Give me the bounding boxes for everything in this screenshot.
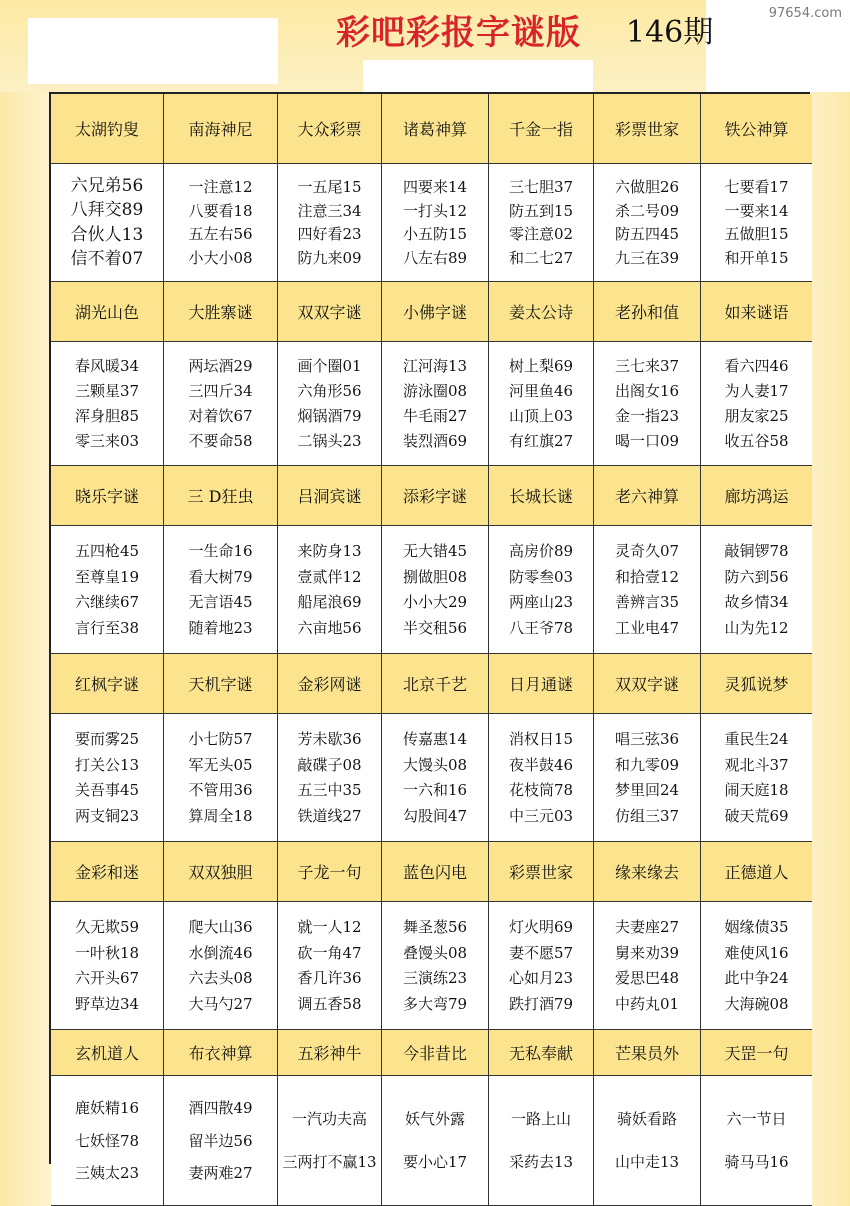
- riddle-line: 和九零09: [614, 755, 680, 774]
- site-watermark: 97654.com: [768, 6, 842, 21]
- riddle-line: 朋友家25: [724, 407, 789, 425]
- riddle-cell: [489, 1076, 594, 1206]
- riddle-cell: [594, 902, 701, 1030]
- riddle-line: 七要看17: [724, 177, 789, 196]
- riddle-line: 无言语45: [188, 593, 253, 612]
- riddle-line: 八拜交89: [70, 200, 144, 221]
- riddle-line: 多大弯79: [402, 995, 468, 1014]
- riddle-line: 捌做胆08: [402, 567, 468, 586]
- riddle-cell: [51, 714, 164, 842]
- riddle-line: 勾股间47: [402, 807, 468, 826]
- column-name: 诸葛神算: [382, 94, 489, 164]
- riddle-line: 打关公13: [74, 755, 140, 774]
- riddle-line: 爬大山36: [188, 917, 253, 936]
- page-title: 彩吧彩报字谜版: [336, 13, 581, 53]
- riddle-line: 传嘉惠14: [402, 729, 468, 748]
- riddle-line: 无大错45: [402, 541, 468, 560]
- riddle-line: 看大树79: [188, 567, 253, 586]
- riddle-cell: [701, 164, 812, 282]
- riddle-cell: [489, 164, 594, 282]
- riddle-line: 灵奇久07: [614, 541, 680, 560]
- column-name: 廊坊鸿运: [701, 466, 812, 526]
- riddle-line: 水倒流46: [188, 943, 253, 962]
- riddle-line: 树上梨69: [508, 357, 574, 375]
- riddle-line: 骑妖看路: [616, 1109, 677, 1128]
- riddle-line: 酒四散49: [188, 1098, 253, 1117]
- column-name: 灵狐说梦: [701, 654, 812, 714]
- riddle-line: 一注意12: [188, 177, 253, 196]
- riddle-line: 中药丸01: [614, 995, 680, 1014]
- riddle-line: 收五谷58: [724, 432, 789, 450]
- column-name: 无私奉献: [489, 1030, 594, 1076]
- column-name: 子龙一句: [278, 842, 382, 902]
- riddle-line: 出阁女16: [614, 382, 680, 400]
- riddle-line: 六去头08: [188, 969, 253, 988]
- riddle-cell: [278, 1076, 382, 1206]
- riddle-cell: [51, 902, 164, 1030]
- column-name: 双双字谜: [278, 282, 382, 342]
- riddle-line: 一六和16: [402, 781, 468, 800]
- riddle-line: 调五香58: [297, 995, 362, 1014]
- column-name: 千金一指: [489, 94, 594, 164]
- column-name: 彩票世家: [489, 842, 594, 902]
- riddle-line: 破天荒69: [724, 807, 789, 826]
- riddle-line: 牛毛雨27: [402, 407, 468, 425]
- riddle-line: 九三在39: [614, 249, 680, 268]
- riddle-line: 防五四45: [614, 225, 680, 244]
- column-name: 日月通谜: [489, 654, 594, 714]
- riddle-line: 鹿妖精16: [74, 1098, 140, 1117]
- riddle-line: 留半边56: [188, 1131, 253, 1150]
- riddle-line: 六做胆26: [614, 177, 680, 196]
- riddle-line: 二锅头23: [297, 432, 362, 450]
- riddle-cell: [701, 902, 812, 1030]
- riddle-cell: [51, 342, 164, 466]
- riddle-line: 唱三弦36: [614, 729, 680, 748]
- riddle-line: 小五防15: [402, 225, 468, 244]
- riddle-cell: [489, 342, 594, 466]
- blank-block-left: [28, 18, 278, 84]
- riddle-cell: [594, 164, 701, 282]
- riddle-line: 船尾浪69: [297, 593, 362, 612]
- riddle-line: 故乡情34: [724, 593, 789, 612]
- riddle-line: 杀二号09: [614, 201, 680, 220]
- riddle-line: 两支铜23: [74, 807, 140, 826]
- riddle-line: 防零叁03: [508, 567, 574, 586]
- riddle-line: 此中争24: [724, 969, 789, 988]
- riddle-grid: [49, 92, 810, 1183]
- riddle-line: 关吾事45: [74, 781, 140, 800]
- riddle-line: 三演练23: [402, 969, 468, 988]
- column-name: 大胜寨谜: [164, 282, 278, 342]
- riddle-line: 七妖怪78: [74, 1131, 140, 1150]
- riddle-line: 壹贰伴12: [297, 567, 362, 586]
- riddle-line: 五三中35: [297, 781, 362, 800]
- riddle-cell: [164, 714, 278, 842]
- column-name: 如来谜语: [701, 282, 812, 342]
- riddle-line: 舞圣葱56: [402, 917, 468, 936]
- riddle-line: 要小心17: [402, 1153, 468, 1172]
- riddle-line: 合伙人13: [70, 224, 144, 245]
- column-name: 大众彩票: [278, 94, 382, 164]
- riddle-line: 灯火明69: [508, 917, 574, 936]
- riddle-cell: [382, 1076, 489, 1206]
- riddle-line: 两坛酒29: [188, 357, 253, 375]
- riddle-line: 来防身13: [297, 541, 362, 560]
- riddle-line: 一要来14: [724, 201, 789, 220]
- column-name: 天机字谜: [164, 654, 278, 714]
- riddle-line: 三颗星37: [74, 382, 140, 400]
- riddle-line: 金一指23: [614, 407, 680, 425]
- riddle-line: 两座山23: [508, 593, 574, 612]
- riddle-line: 爱思巴48: [614, 969, 680, 988]
- riddle-line: 游泳圈08: [402, 382, 468, 400]
- riddle-line: 大馒头08: [402, 755, 468, 774]
- column-name: 三 D狂虫: [164, 466, 278, 526]
- riddle-line: 半交租56: [402, 619, 468, 638]
- riddle-line: 小小大29: [402, 593, 468, 612]
- column-name: 长城长谜: [489, 466, 594, 526]
- riddle-line: 观北斗37: [724, 755, 789, 774]
- riddle-line: 八要看18: [188, 201, 253, 220]
- riddle-line: 花枝筒78: [508, 781, 574, 800]
- riddle-line: 六角形56: [297, 382, 362, 400]
- column-name: 双双字谜: [594, 654, 701, 714]
- column-name: 铁公神算: [701, 94, 812, 164]
- riddle-cell: [164, 1076, 278, 1206]
- riddle-line: 就一人12: [297, 917, 362, 936]
- riddle-line: 春风暖34: [74, 357, 140, 375]
- riddle-line: 三两打不赢13: [282, 1153, 377, 1172]
- riddle-line: 闹天庭18: [724, 781, 789, 800]
- riddle-line: 中三元03: [508, 807, 574, 826]
- column-name: 布衣神算: [164, 1030, 278, 1076]
- riddle-line: 喝一口09: [614, 432, 680, 450]
- riddle-cell: [382, 902, 489, 1030]
- riddle-line: 大马勺27: [188, 995, 253, 1014]
- riddle-line: 山顶上03: [508, 407, 574, 425]
- riddle-line: 至尊皇19: [74, 567, 140, 586]
- riddle-line: 防六到56: [724, 567, 789, 586]
- issue-number: 146期: [626, 15, 714, 50]
- riddle-line: 五四枪45: [74, 541, 140, 560]
- riddle-line: 八左右89: [402, 249, 468, 268]
- column-name: 金彩和迷: [51, 842, 164, 902]
- riddle-cell: [701, 526, 812, 654]
- riddle-line: 不要命58: [188, 432, 253, 450]
- riddle-line: 四好看23: [297, 225, 362, 244]
- column-name: 五彩神牛: [278, 1030, 382, 1076]
- column-name: 缘来缘去: [594, 842, 701, 902]
- riddle-line: 军无头05: [188, 755, 253, 774]
- riddle-cell: [164, 526, 278, 654]
- riddle-line: 三姨太23: [74, 1164, 140, 1183]
- riddle-cell: [594, 342, 701, 466]
- riddle-cell: [382, 526, 489, 654]
- riddle-cell: [278, 714, 382, 842]
- riddle-cell: [594, 1076, 701, 1206]
- riddle-line: 一生命16: [188, 541, 253, 560]
- riddle-line: 对着饮67: [188, 407, 253, 425]
- riddle-line: 小七防57: [188, 729, 253, 748]
- riddle-line: 山中走13: [614, 1153, 680, 1172]
- riddle-line: 舅来劝39: [614, 943, 680, 962]
- column-name: 老六神算: [594, 466, 701, 526]
- riddle-line: 河里鱼46: [508, 382, 574, 400]
- riddle-line: 四要来14: [402, 177, 468, 196]
- riddle-line: 采药去13: [508, 1153, 574, 1172]
- riddle-cell: [164, 164, 278, 282]
- riddle-line: 随着地23: [188, 619, 253, 638]
- column-name: 玄机道人: [51, 1030, 164, 1076]
- riddle-line: 砍一角47: [297, 943, 362, 962]
- riddle-cell: [701, 1076, 812, 1206]
- riddle-cell: [382, 342, 489, 466]
- riddle-line: 大海碗08: [724, 995, 789, 1014]
- riddle-line: 心如月23: [508, 969, 574, 988]
- riddle-line: 不管用36: [188, 781, 253, 800]
- riddle-line: 注意三34: [297, 201, 362, 220]
- column-name: 吕洞宾谜: [278, 466, 382, 526]
- riddle-cell: [51, 1076, 164, 1206]
- riddle-line: 焖锅酒79: [297, 407, 362, 425]
- riddle-line: 难使风16: [724, 943, 789, 962]
- riddle-line: 看六四46: [724, 357, 789, 375]
- riddle-line: 铁道线27: [297, 807, 362, 826]
- riddle-line: 山为先12: [724, 619, 789, 638]
- riddle-cell: [164, 902, 278, 1030]
- column-name: 太湖钓叟: [51, 94, 164, 164]
- column-name: 天罡一句: [701, 1030, 812, 1076]
- column-name: 今非昔比: [382, 1030, 489, 1076]
- riddle-cell: [164, 342, 278, 466]
- riddle-line: 夜半鼓46: [508, 755, 574, 774]
- riddle-line: 敲碟子08: [297, 755, 362, 774]
- riddle-line: 梦里回24: [614, 781, 680, 800]
- riddle-cell: [278, 526, 382, 654]
- riddle-line: 一汽功夫高: [291, 1109, 367, 1128]
- riddle-line: 装烈酒69: [402, 432, 468, 450]
- riddle-line: 敲铜锣78: [724, 541, 789, 560]
- column-name: 蓝色闪电: [382, 842, 489, 902]
- riddle-cell: [489, 714, 594, 842]
- column-name: 正德道人: [701, 842, 812, 902]
- riddle-line: 三四斤34: [188, 382, 253, 400]
- riddle-cell: [701, 714, 812, 842]
- riddle-line: 江河海13: [402, 357, 468, 375]
- riddle-line: 要而雾25: [74, 729, 140, 748]
- riddle-line: 久无欺59: [74, 917, 140, 936]
- riddle-cell: [51, 164, 164, 282]
- riddle-line: 妻不愿57: [508, 943, 574, 962]
- column-name: 添彩字谜: [382, 466, 489, 526]
- riddle-line: 六开头67: [74, 969, 140, 988]
- riddle-line: 芳未歇36: [297, 729, 362, 748]
- riddle-cell: [51, 526, 164, 654]
- column-name: 南海神尼: [164, 94, 278, 164]
- riddle-line: 信不着07: [70, 248, 144, 269]
- column-name: 晓乐字谜: [51, 466, 164, 526]
- riddle-line: 香几许36: [297, 969, 362, 988]
- riddle-line: 三七胆37: [508, 177, 574, 196]
- riddle-line: 浑身胆85: [74, 407, 140, 425]
- riddle-line: 骑马马16: [724, 1153, 789, 1172]
- riddle-line: 高房价89: [508, 541, 574, 560]
- column-name: 双双独胆: [164, 842, 278, 902]
- riddle-cell: [489, 526, 594, 654]
- riddle-cell: [278, 342, 382, 466]
- column-name: 姜太公诗: [489, 282, 594, 342]
- column-name: 北京千艺: [382, 654, 489, 714]
- riddle-line: 零注意02: [508, 225, 574, 244]
- riddle-line: 五做胆15: [724, 225, 789, 244]
- riddle-line: 跌打酒79: [508, 995, 574, 1014]
- riddle-line: 仿组三37: [614, 807, 680, 826]
- column-name: 彩票世家: [594, 94, 701, 164]
- riddle-line: 妻两难27: [188, 1164, 253, 1183]
- riddle-line: 重民生24: [724, 729, 789, 748]
- riddle-line: 六继续67: [74, 593, 140, 612]
- column-name: 金彩网谜: [278, 654, 382, 714]
- riddle-cell: [594, 714, 701, 842]
- riddle-line: 夫妻座27: [614, 917, 680, 936]
- column-name: 芒果员外: [594, 1030, 701, 1076]
- riddle-line: 和二七27: [508, 249, 574, 268]
- riddle-line: 野草边34: [74, 995, 140, 1014]
- riddle-cell: [278, 164, 382, 282]
- riddle-line: 有红旗27: [508, 432, 574, 450]
- riddle-line: 和拾壹12: [614, 567, 680, 586]
- riddle-line: 防五到15: [508, 201, 574, 220]
- column-name: 小佛字谜: [382, 282, 489, 342]
- riddle-line: 消权日15: [508, 729, 574, 748]
- riddle-line: 和开单15: [724, 249, 789, 268]
- riddle-line: 一五尾15: [297, 177, 362, 196]
- riddle-cell: [278, 902, 382, 1030]
- riddle-line: 工业电47: [614, 619, 680, 638]
- riddle-line: 一打头12: [402, 201, 468, 220]
- riddle-line: 六一节日: [726, 1109, 787, 1128]
- riddle-cell: [382, 714, 489, 842]
- column-name: 老孙和值: [594, 282, 701, 342]
- riddle-cell: [489, 902, 594, 1030]
- column-name: 红枫字谜: [51, 654, 164, 714]
- riddle-line: 零三来03: [74, 432, 140, 450]
- riddle-line: 妖气外露: [404, 1109, 465, 1128]
- riddle-line: 一路上山: [510, 1109, 571, 1128]
- riddle-line: 八王爷78: [508, 619, 574, 638]
- riddle-line: 画个圈01: [297, 357, 362, 375]
- riddle-line: 言行至38: [74, 619, 140, 638]
- riddle-line: 五左右56: [188, 225, 253, 244]
- riddle-cell: [594, 526, 701, 654]
- riddle-line: 叠馒头08: [402, 943, 468, 962]
- riddle-line: 六兄弟56: [70, 176, 144, 197]
- riddle-line: 防九来09: [297, 249, 362, 268]
- riddle-line: 六亩地56: [297, 619, 362, 638]
- column-name: 湖光山色: [51, 282, 164, 342]
- riddle-line: 一叶秋18: [74, 943, 140, 962]
- riddle-line: 姻缘债35: [724, 917, 789, 936]
- riddle-line: 算周全18: [188, 807, 253, 826]
- riddle-cell: [382, 164, 489, 282]
- riddle-line: 为人妻17: [724, 382, 789, 400]
- riddle-line: 小大小08: [188, 249, 253, 268]
- riddle-line: 三七来37: [614, 357, 680, 375]
- riddle-line: 善辨言35: [614, 593, 680, 612]
- riddle-cell: [701, 342, 812, 466]
